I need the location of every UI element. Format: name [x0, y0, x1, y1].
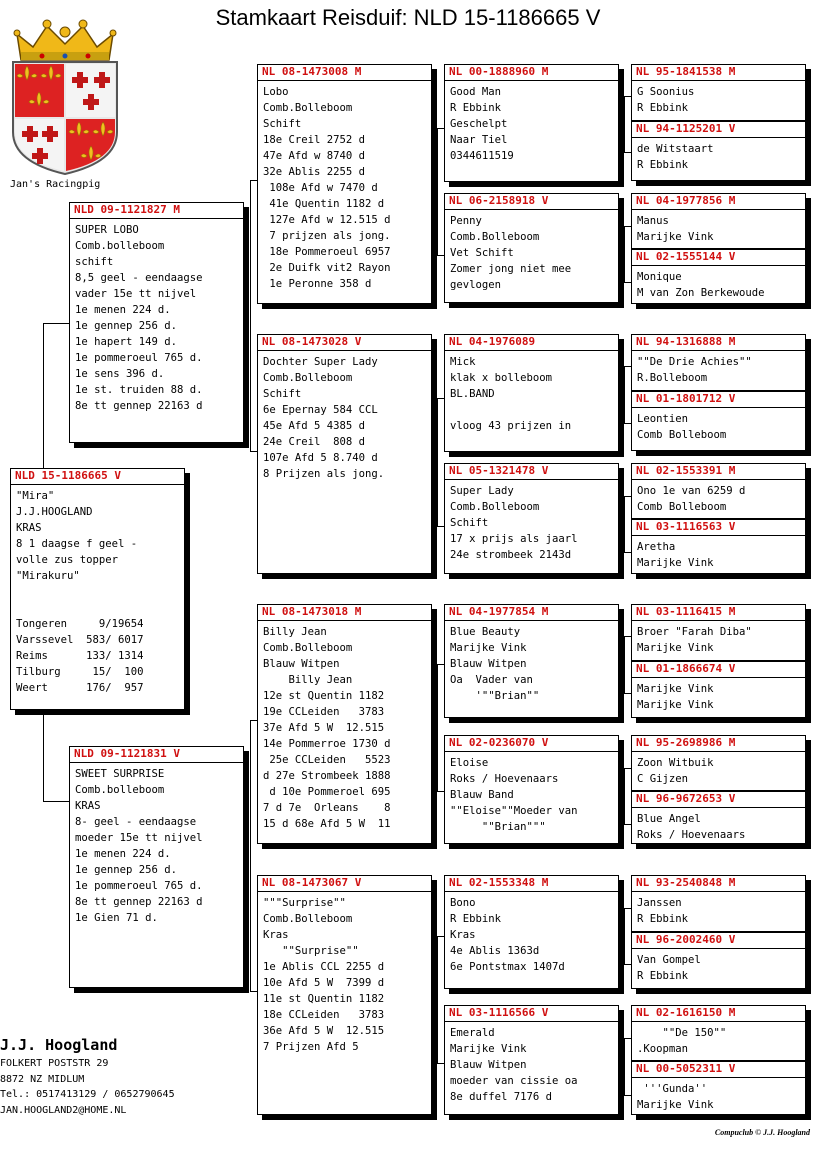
detail-line: 108e Afd w 7470 d [263, 182, 378, 194]
pigeon-card-mm [257, 875, 432, 1115]
ring-number: NL 08-1473018 M [258, 605, 431, 621]
detail-line: Comb Bolleboom [637, 429, 727, 441]
detail-line: Oa Vader van [450, 674, 533, 686]
detail-line: Schift [263, 388, 302, 400]
pigeon-card-g12 [631, 791, 806, 844]
detail-line: 1e Peronne 358 d [263, 278, 372, 290]
pigeon-card-g9 [631, 604, 806, 661]
pigeon-card-g14 [631, 932, 806, 989]
crest-logo [9, 14, 121, 180]
detail-line: 45e Afd 5 4385 d [263, 420, 366, 432]
detail-line: 24e Creil 808 d [263, 436, 366, 448]
ring-number: NL 96-2002460 V [632, 933, 805, 949]
detail-line: Comb.bolleboom [75, 240, 165, 252]
detail-line: Billy Jean [263, 626, 327, 638]
detail-line: 1e menen 224 d. [75, 304, 171, 316]
detail-line: Blue Angel [637, 813, 701, 825]
pigeon-card-father [69, 202, 244, 443]
pigeon-details [632, 408, 805, 443]
ring-number: NL 06-2158918 V [445, 194, 618, 210]
breeder-info [0, 1034, 175, 1118]
detail-line: R Ebbink [637, 159, 689, 171]
detail-line: 107e Afd 5 8.740 d [263, 452, 378, 464]
pigeon-details [445, 81, 618, 164]
logo-caption: Jan's Racingpig [10, 179, 101, 190]
ring-number: NL 05-1321478 V [445, 464, 618, 480]
ring-number: NL 04-1976089 [445, 335, 618, 351]
breeder-postcode: 8872 NZ MIDLUM [0, 1073, 85, 1085]
detail-line: ""Surprise"" [263, 945, 359, 957]
detail-line: 25e CCLeiden 5523 [263, 754, 391, 766]
pigeon-card-g1 [631, 64, 806, 121]
detail-line: 1e Ablis CCL 2255 d [263, 961, 385, 973]
detail-line: 8- geel - eendaagse [75, 816, 197, 828]
detail-line: Manus [637, 215, 669, 227]
detail-line: Marijke Vink [637, 557, 714, 569]
pigeon-card-g7 [631, 463, 806, 519]
detail-line: SWEET SURPRISE [75, 768, 165, 780]
detail-line: ""De Drie Achies"" [637, 356, 752, 368]
detail-line: M van Zon Berkewoude [637, 287, 765, 299]
detail-line: 2e Duifk vit2 Rayon [263, 262, 391, 274]
detail-line: '''Gunda'' [637, 1083, 708, 1095]
ring-number: NL 03-1116566 V [445, 1006, 618, 1022]
detail-line: Billy Jean [263, 674, 353, 686]
detail-line: R Ebbink [450, 913, 502, 925]
detail-line: """Surprise"" [263, 897, 346, 909]
pigeon-details [445, 1022, 618, 1105]
detail-line: Marijke Vink [637, 699, 714, 711]
pigeon-details [11, 485, 184, 696]
pigeon-details [258, 351, 431, 482]
detail-line: Broer "Farah Diba" [637, 626, 752, 638]
pigeon-details [258, 621, 431, 832]
pigeon-details [632, 621, 805, 656]
pigeon-details [632, 266, 805, 301]
pigeon-card-mfm [444, 735, 619, 844]
pigeon-details [445, 621, 618, 704]
detail-line: 10e Afd 5 W 7399 d [263, 977, 385, 989]
detail-line: 6e Epernay 584 CCL [263, 404, 378, 416]
detail-line: BL.BAND [450, 388, 495, 400]
detail-line: Comb.Bolleboom [263, 102, 353, 114]
detail-line: 8 1 daagse f geel - [16, 538, 138, 550]
pigeon-details [632, 1022, 805, 1057]
detail-line: 1e st. truiden 88 d. [75, 384, 203, 396]
footer-credit: Compuclub © J.J. Hoogland [714, 1128, 810, 1137]
detail-line: Van Gompel [637, 954, 701, 966]
detail-line: Marijke Vink [637, 642, 714, 654]
ring-number: NL 01-1801712 V [632, 392, 805, 408]
pigeon-card-g16 [631, 1061, 806, 1115]
pigeon-details [258, 892, 431, 1055]
ring-number: NL 08-1473067 V [258, 876, 431, 892]
detail-line: vloog 43 prijzen in [450, 420, 572, 432]
detail-line: '""Brian"" [450, 690, 540, 702]
detail-line: Comb Bolleboom [637, 501, 727, 513]
detail-line: 18e Creil 2752 d [263, 134, 366, 146]
detail-line: 1e gennep 256 d. [75, 864, 178, 876]
detail-line: Marijke Vink [637, 683, 714, 695]
detail-line: Bono [450, 897, 476, 909]
detail-line: ""Eloise""Moeder van [450, 805, 578, 817]
detail-line: Comb.Bolleboom [263, 913, 353, 925]
detail-line: vader 15e tt nijvel [75, 288, 197, 300]
pigeon-card-mmm [444, 1005, 619, 1115]
detail-line: 24e strombeek 2143d [450, 549, 572, 561]
detail-line: Comb.Bolleboom [263, 642, 353, 654]
pigeon-card-g3 [631, 193, 806, 249]
detail-line: Naar Tiel [450, 134, 508, 146]
pigeon-card-g5 [631, 334, 806, 391]
pigeon-card-g6 [631, 391, 806, 451]
pigeon-details [258, 81, 431, 292]
detail-line: 7 prijzen als jong. [263, 230, 391, 242]
detail-line: 7 d 7e Orleans 8 [263, 802, 391, 814]
detail-line: Blauw Witpen [450, 658, 527, 670]
detail-line: Zomer jong niet mee [450, 263, 572, 275]
detail-line: 127e Afd w 12.515 d [263, 214, 391, 226]
pigeon-card-mother [69, 746, 244, 988]
detail-line: Vet Schift [450, 247, 514, 259]
pigeon-details [632, 480, 805, 515]
pigeon-card-g15 [631, 1005, 806, 1061]
pigeon-card-ff [257, 64, 432, 304]
detail-line: "Mirakuru" [16, 570, 80, 582]
detail-line: Reims 133/ 1314 [16, 650, 144, 662]
pigeon-card-subject [10, 468, 185, 710]
ring-number: NL 03-1116415 M [632, 605, 805, 621]
detail-line: C Gijzen [637, 773, 689, 785]
pigeon-card-g8 [631, 519, 806, 574]
detail-line: 7 Prijzen Afd 5 [263, 1041, 359, 1053]
detail-line: Varssevel 583/ 6017 [16, 634, 144, 646]
pigeon-card-g13 [631, 875, 806, 932]
pigeon-details [445, 351, 618, 434]
detail-line: 1e Gien 71 d. [75, 912, 158, 924]
detail-line: 6e Pontstmax 1407d [450, 961, 565, 973]
detail-line: Penny [450, 215, 482, 227]
detail-line: 8 Prijzen als jong. [263, 468, 385, 480]
detail-line: 1e gennep 256 d. [75, 320, 178, 332]
page-title: Stamkaart Reisduif: NLD 15-1186665 V [215, 5, 601, 30]
ring-number: NLD 09-1121831 V [70, 747, 243, 763]
detail-line: 1e sens 396 d. [75, 368, 165, 380]
detail-line: Comb.Bolleboom [263, 372, 353, 384]
breeder-email: JAN.HOOGLAND2@HOME.NL [0, 1104, 127, 1116]
detail-line: ""Brian""" [450, 821, 546, 833]
detail-line: ""De 150"" [637, 1027, 727, 1039]
pigeon-card-fff [444, 64, 619, 182]
detail-line: 18e CCLeiden 3783 [263, 1009, 385, 1021]
pigeon-card-mf [257, 604, 432, 844]
ring-number: NL 93-2540848 M [632, 876, 805, 892]
pigeon-details [632, 81, 805, 116]
detail-line: de Witstaart [637, 143, 714, 155]
detail-line: 8,5 geel - eendaagse [75, 272, 203, 284]
pigeon-details [445, 892, 618, 975]
ring-number: NL 02-1555144 V [632, 250, 805, 266]
detail-line: Janssen [637, 897, 682, 909]
detail-line: Marijke Vink [637, 231, 714, 243]
detail-line: Geschelpt [450, 118, 508, 130]
pigeon-card-g2 [631, 121, 806, 181]
ring-number: NL 02-1616150 M [632, 1006, 805, 1022]
detail-line: klak x bolleboom [450, 372, 553, 384]
detail-line: Monique [637, 271, 682, 283]
detail-line: 12e st Quentin 1182 [263, 690, 385, 702]
detail-line: Comb.Bolleboom [450, 231, 540, 243]
detail-line: moeder 15e tt nijvel [75, 832, 203, 844]
detail-line: R Ebbink [637, 913, 689, 925]
pigeon-details [632, 1078, 805, 1113]
detail-line: R Ebbink [450, 102, 502, 114]
pigeon-card-g10 [631, 661, 806, 718]
detail-line: KRAS [75, 800, 101, 812]
pigeon-details [632, 138, 805, 173]
detail-line: R Ebbink [637, 970, 689, 982]
detail-line: Lobo [263, 86, 289, 98]
ring-number: NLD 09-1121827 M [70, 203, 243, 219]
detail-line: 15 d 68e Afd 5 W 11 [263, 818, 391, 830]
detail-line: J.J.HOOGLAND [16, 506, 93, 518]
detail-line: moeder van cissie oa [450, 1075, 578, 1087]
pigeon-card-fm [257, 334, 432, 574]
detail-line: Tilburg 15/ 100 [16, 666, 144, 678]
pigeon-details [70, 219, 243, 414]
detail-line: 1e pommeroeul 765 d. [75, 880, 203, 892]
detail-line: Comb.Bolleboom [450, 501, 540, 513]
detail-line: 47e Afd w 8740 d [263, 150, 366, 162]
detail-line [16, 584, 180, 600]
detail-line: Super Lady [450, 485, 514, 497]
pigeon-card-g4 [631, 249, 806, 304]
detail-line: KRAS [16, 522, 42, 534]
detail-line: 8e duffel 7176 d [450, 1091, 553, 1103]
detail-line: 4e Ablis 1363d [450, 945, 540, 957]
detail-line: R.Bolleboom [637, 372, 708, 384]
ring-number: NL 00-5052311 V [632, 1062, 805, 1078]
pigeon-details [632, 210, 805, 245]
detail-line: Eloise [450, 757, 489, 769]
detail-line: 0344611519 [450, 150, 514, 162]
pigeon-details [445, 480, 618, 563]
detail-line: Kras [263, 929, 289, 941]
detail-line: Tongeren 9/19654 [16, 618, 144, 630]
detail-line: Zoon Witbuik [637, 757, 714, 769]
pigeon-card-g11 [631, 735, 806, 791]
detail-line: SUPER LOBO [75, 224, 139, 236]
detail-line: 19e CCLeiden 3783 [263, 706, 385, 718]
detail-line: Aretha [637, 541, 676, 553]
pigeon-details [445, 752, 618, 835]
detail-line: 1e pommeroeul 765 d. [75, 352, 203, 364]
detail-line [16, 600, 180, 616]
detail-line: Blauw Witpen [450, 1059, 527, 1071]
detail-line: gevlogen [450, 279, 502, 291]
detail-line: Marijke Vink [637, 1099, 714, 1111]
detail-line: Marijke Vink [450, 1043, 527, 1055]
ring-number: NL 08-1473028 V [258, 335, 431, 351]
detail-line: Schift [263, 118, 302, 130]
pigeon-card-mff [444, 604, 619, 718]
detail-line: d 27e Strombeek 1888 [263, 770, 391, 782]
detail-line: Ono 1e van 6259 d [637, 485, 746, 497]
ring-number: NL 02-1553391 M [632, 464, 805, 480]
ring-number: NL 02-0236070 V [445, 736, 618, 752]
detail-line: Roks / Hoevenaars [637, 829, 746, 841]
breeder-phone: Tel.: 0517413129 / 0652790645 [0, 1089, 175, 1100]
detail-line: .Koopman [637, 1043, 689, 1055]
pigeon-card-fmm [444, 463, 619, 574]
detail-line: 1e hapert 149 d. [75, 336, 178, 348]
detail-line: 1e menen 224 d. [75, 848, 171, 860]
pigeon-card-mmf [444, 875, 619, 989]
detail-line: 32e Ablis 2255 d [263, 166, 366, 178]
detail-line: volle zus topper [16, 554, 119, 566]
ring-number: NL 94-1125201 V [632, 122, 805, 138]
detail-line: 11e st Quentin 1182 [263, 993, 385, 1005]
detail-line: R Ebbink [637, 102, 689, 114]
ring-number: NL 96-9672653 V [632, 792, 805, 808]
detail-line: Weert 176/ 957 [16, 682, 144, 694]
ring-number: NL 04-1977856 M [632, 194, 805, 210]
detail-line: 14e Pommerroe 1730 d [263, 738, 391, 750]
detail-line: Emerald [450, 1027, 495, 1039]
detail-line: 18e Pommeroeul 6957 [263, 246, 391, 258]
pigeon-card-ffm [444, 193, 619, 303]
detail-line: Mick [450, 356, 476, 368]
detail-line: schift [75, 256, 114, 268]
ring-number: NL 94-1316888 M [632, 335, 805, 351]
ring-number: NL 95-1841538 M [632, 65, 805, 81]
breeder-address: FOLKERT POSTSTR 29 [0, 1058, 109, 1069]
pigeon-details [632, 351, 805, 386]
detail-line: G Soonius [637, 86, 695, 98]
detail-line: 8e tt gennep 22163 d [75, 400, 203, 412]
detail-line: Blauw Band [450, 789, 514, 801]
pigeon-details [70, 763, 243, 926]
pigeon-details [445, 210, 618, 293]
detail-line: "Mira" [16, 490, 55, 502]
pigeon-card-fmf [444, 334, 619, 452]
shield-icon [13, 62, 117, 174]
ring-number: NL 02-1553348 M [445, 876, 618, 892]
detail-line: 41e Quentin 1182 d [263, 198, 385, 210]
crown-icon [14, 20, 116, 60]
detail-line: 37e Afd 5 W 12.515 [263, 722, 385, 734]
detail-line: Leontien [637, 413, 689, 425]
detail-line: Good Man [450, 86, 502, 98]
pigeon-details [632, 949, 805, 984]
detail-line: 36e Afd 5 W 12.515 [263, 1025, 385, 1037]
ring-number: NL 08-1473008 M [258, 65, 431, 81]
ring-number: NL 00-1888960 M [445, 65, 618, 81]
pigeon-details [632, 892, 805, 927]
detail-line: Dochter Super Lady [263, 356, 378, 368]
detail-line: 17 x prijs als jaarl [450, 533, 578, 545]
detail-line: Roks / Hoevenaars [450, 773, 559, 785]
pigeon-details [632, 678, 805, 713]
ring-number: NL 03-1116563 V [632, 520, 805, 536]
detail-line: d 10e Pommeroel 695 [263, 786, 391, 798]
detail-line [450, 402, 614, 418]
pigeon-details [632, 808, 805, 843]
ring-number: NL 95-2698986 M [632, 736, 805, 752]
ring-number: NL 01-1866674 V [632, 662, 805, 678]
ring-number: NLD 15-1186665 V [11, 469, 184, 485]
detail-line: Marijke Vink [450, 642, 527, 654]
ring-number: NL 04-1977854 M [445, 605, 618, 621]
detail-line: 8e tt gennep 22163 d [75, 896, 203, 908]
pigeon-details [632, 752, 805, 787]
detail-line: Comb.bolleboom [75, 784, 165, 796]
pigeon-details [632, 536, 805, 571]
detail-line: Blue Beauty [450, 626, 521, 638]
detail-line: Kras [450, 929, 476, 941]
breeder-name: J.J. Hoogland [0, 1036, 118, 1054]
detail-line: Schift [450, 517, 489, 529]
detail-line: Blauw Witpen [263, 658, 340, 670]
